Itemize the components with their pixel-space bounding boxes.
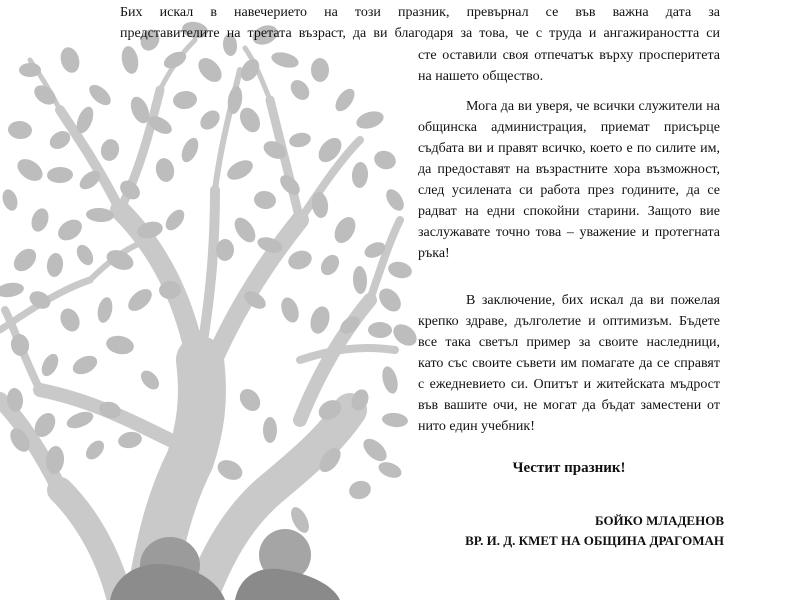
leaf-shape bbox=[57, 305, 83, 334]
leaf-shape bbox=[287, 76, 313, 103]
leaf-shape bbox=[332, 85, 359, 114]
intro-line-1: Бих искал в навечерието на този празник, превърнал се във важна дата за bbox=[120, 5, 720, 20]
leaf-shape bbox=[119, 45, 140, 76]
paragraph-conclusion: В заключение, бих искал да ви пожелая крепко здраве, дълголетие и оптимизъм. Бъдете все така светъл пример за своите наследници, като със своите съвети им помагате да се справят с ежедневието си. Опитът и житейската мъдрост във вашите очи, не могат да бъдат заместени от нито един учебник! bbox=[418, 293, 720, 434]
leaf-shape bbox=[236, 104, 264, 135]
signature-block bbox=[418, 511, 724, 551]
leaf-shape bbox=[0, 281, 25, 299]
leaf-shape bbox=[99, 137, 122, 163]
leaf-shape bbox=[372, 148, 399, 172]
leaf-shape bbox=[86, 81, 115, 109]
leaf-shape bbox=[307, 304, 332, 336]
intro-line-2: представителите на третата възраст, да ви благодаря за това, че с труда и ангажираността си bbox=[120, 26, 720, 41]
leaf-shape bbox=[352, 266, 367, 295]
leaf-shape bbox=[347, 478, 373, 501]
leaf-shape bbox=[47, 167, 74, 184]
leaf-shape bbox=[13, 155, 46, 186]
leaf-shape bbox=[253, 190, 277, 211]
leaf-shape bbox=[105, 333, 136, 356]
leaf-shape bbox=[286, 248, 315, 273]
leaf-shape bbox=[194, 54, 226, 87]
leaf-shape bbox=[278, 295, 302, 325]
leaf-shape bbox=[330, 213, 359, 246]
leaf-shape bbox=[124, 285, 156, 315]
paragraph-assurance: Мога да ви уверя, че всички служители на общинска администрация, приемат присърце съдбата ви и правят всичко, което е по силите им, да предоставят на възрастните хора възможност, след усилената си работа през годините, да се радват на едни спокойни старини. Защото вие заслужавате точно това – уважение и протегната ръка! bbox=[418, 99, 720, 261]
leaf-shape bbox=[359, 435, 390, 466]
leaf-shape bbox=[154, 156, 177, 183]
leaf-shape bbox=[197, 107, 224, 134]
leaf-shape bbox=[0, 187, 20, 212]
tree-branches bbox=[0, 40, 400, 600]
leaf-shape bbox=[383, 186, 408, 214]
leaf-shape bbox=[368, 322, 392, 338]
leaf-shape bbox=[224, 156, 256, 184]
leaf-shape bbox=[288, 131, 312, 149]
leaf-shape bbox=[38, 351, 61, 379]
leaf-shape bbox=[82, 437, 107, 463]
signature-title: ВР. И. Д. КМЕТ НА ОБЩИНА ДРАГОМАН bbox=[465, 533, 724, 548]
leaf-shape bbox=[376, 459, 403, 481]
leaf-shape bbox=[236, 385, 265, 415]
leaf-shape bbox=[172, 90, 198, 111]
leaf-shape bbox=[7, 120, 32, 140]
leaf-shape bbox=[389, 320, 421, 350]
leaf-shape bbox=[64, 408, 95, 431]
leaf-shape bbox=[387, 260, 414, 281]
signature-name: БОЙКО МЛАДЕНОВ bbox=[594, 513, 724, 528]
leaf-shape bbox=[354, 108, 385, 131]
leaf-shape bbox=[19, 63, 41, 77]
leaf-shape bbox=[311, 58, 329, 82]
leaf-shape bbox=[230, 214, 259, 246]
leaf-shape bbox=[29, 206, 52, 234]
leaf-shape bbox=[178, 135, 201, 164]
leaf-shape bbox=[46, 252, 65, 278]
leaf-shape bbox=[351, 161, 369, 188]
leaf-shape bbox=[70, 352, 100, 378]
leaf-shape bbox=[214, 456, 245, 484]
leaf-shape bbox=[317, 251, 343, 278]
leaf-shape bbox=[9, 244, 40, 275]
leaf-shape bbox=[162, 206, 188, 233]
intro-paragraph-end: сте оставили своя отпечатък върху просперитета на нашето общество. bbox=[418, 48, 720, 84]
leaf-shape bbox=[380, 365, 401, 396]
leaf-shape bbox=[95, 296, 114, 324]
greeting: Честит празник! bbox=[512, 460, 626, 476]
leaf-shape bbox=[54, 215, 86, 244]
leaf-shape bbox=[137, 367, 162, 393]
leaf-shape bbox=[58, 45, 82, 75]
leaf-shape bbox=[381, 412, 408, 429]
leaf-shape bbox=[117, 430, 144, 450]
leaf-shape bbox=[375, 284, 406, 315]
leaf-shape bbox=[263, 417, 277, 443]
leaf-shape bbox=[73, 242, 96, 268]
leaf-shape bbox=[270, 50, 301, 71]
